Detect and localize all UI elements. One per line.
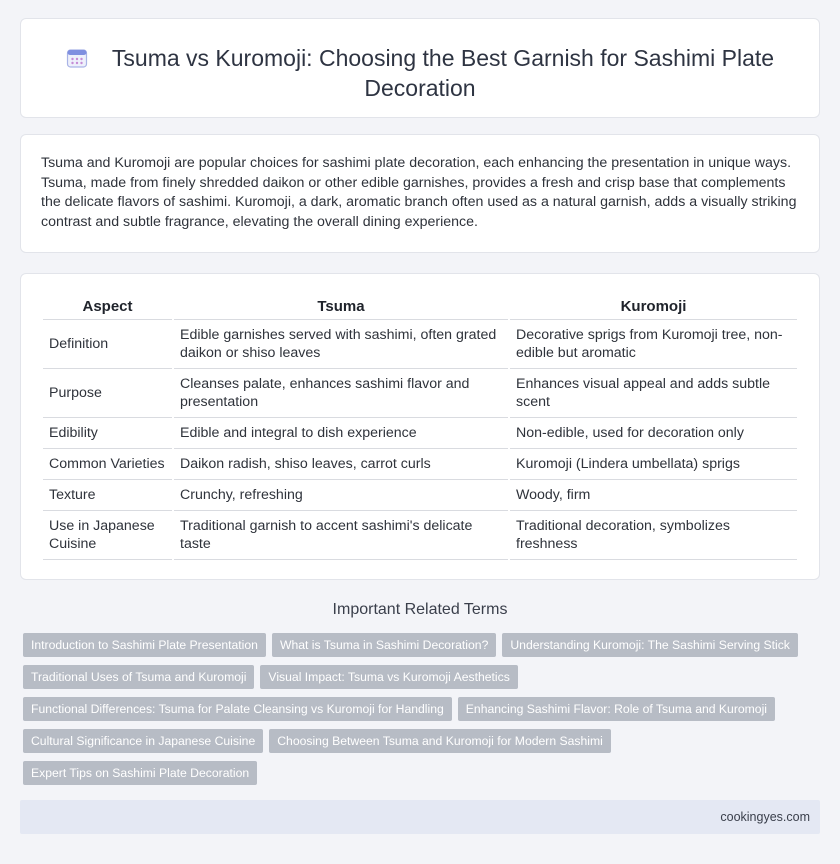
comparison-table [41,294,799,560]
row-tsuma: Cleanses palate, enhances sashimi flavor and presentation [174,369,508,418]
table-header-row [43,294,797,320]
row-aspect: Definition [43,320,172,369]
related-term-tag[interactable]: Expert Tips on Sashimi Plate Decoration [23,761,257,785]
related-term-tag[interactable]: Enhancing Sashimi Flavor: Role of Tsuma and Kuromoji [458,697,775,721]
header-card [20,18,820,118]
related-term-tag[interactable]: Introduction to Sashimi Plate Presentation [23,633,266,657]
intro-card [20,134,820,253]
row-kuromoji: Decorative sprigs from Kuromoji tree, non-edible but aromatic [510,320,797,369]
row-aspect: Texture [43,480,172,511]
footer-site-link[interactable]: cookingyes.com [720,810,810,824]
footer [20,800,820,834]
row-kuromoji: Kuromoji (Lindera umbellata) sprigs [510,449,797,480]
row-aspect: Common Varieties [43,449,172,480]
related-term-tag[interactable]: Choosing Between Tsuma and Kuromoji for Modern Sashimi [269,729,611,753]
related-term-tag[interactable]: Understanding Kuromoji: The Sashimi Serving Stick [502,633,798,657]
row-tsuma: Crunchy, refreshing [174,480,508,511]
related-term-tag[interactable]: Traditional Uses of Tsuma and Kuromoji [23,665,254,689]
row-aspect: Use in Japanese Cuisine [43,511,172,560]
row-kuromoji: Non-edible, used for decoration only [510,418,797,449]
row-aspect: Edibility [43,418,172,449]
related-terms-title: Important Related Terms [332,601,508,618]
row-kuromoji: Enhances visual appeal and adds subtle scent [510,369,797,418]
table-row [43,320,797,369]
row-tsuma: Traditional garnish to accent sashimi's delicate taste [174,511,508,560]
table-row [43,369,797,418]
comparison-table-card [20,273,820,580]
header-aspect: Aspect [43,294,172,320]
table-row [43,449,797,480]
row-kuromoji: Traditional decoration, symbolizes freshness [510,511,797,560]
table-row [43,511,797,560]
page-title [21,43,819,103]
row-tsuma: Edible and integral to dish experience [174,418,508,449]
row-aspect: Purpose [43,369,172,418]
related-term-tag[interactable]: Cultural Significance in Japanese Cuisine [23,729,263,753]
related-term-tag[interactable]: Functional Differences: Tsuma for Palate Cleansing vs Kuromoji for Handling [23,697,452,721]
related-term-tag[interactable]: What is Tsuma in Sashimi Decoration? [272,633,496,657]
row-tsuma: Daikon radish, shiso leaves, carrot curls [174,449,508,480]
header-kuromoji: Kuromoji [510,294,797,320]
related-terms-tags [23,633,803,785]
related-term-tag[interactable]: Visual Impact: Tsuma vs Kuromoji Aesthetics [260,665,517,689]
row-kuromoji: Woody, firm [510,480,797,511]
table-row [43,480,797,511]
table-row [43,418,797,449]
row-tsuma: Edible garnishes served with sashimi, often grated daikon or shiso leaves [174,320,508,369]
header-tsuma: Tsuma [174,294,508,320]
calendar-icon [66,47,88,69]
page-title-text: Tsuma vs Kuromoji: Choosing the Best Garnish for Sashimi Plate Decoration [111,45,775,101]
intro-paragraph: Tsuma and Kuromoji are popular choices for sashimi plate decoration, each enhancing the presentation in unique ways. Tsuma, made from finely shredded daikon or other edible garnishes, provides a fresh and crisp base that complements the delicate flavors of sashimi. Kuromoji, a dark, aromatic branch often used as a natural garnish, adds a visually striking contrast and subtle fragrance, elevating the overall dining experience. [41,155,797,230]
